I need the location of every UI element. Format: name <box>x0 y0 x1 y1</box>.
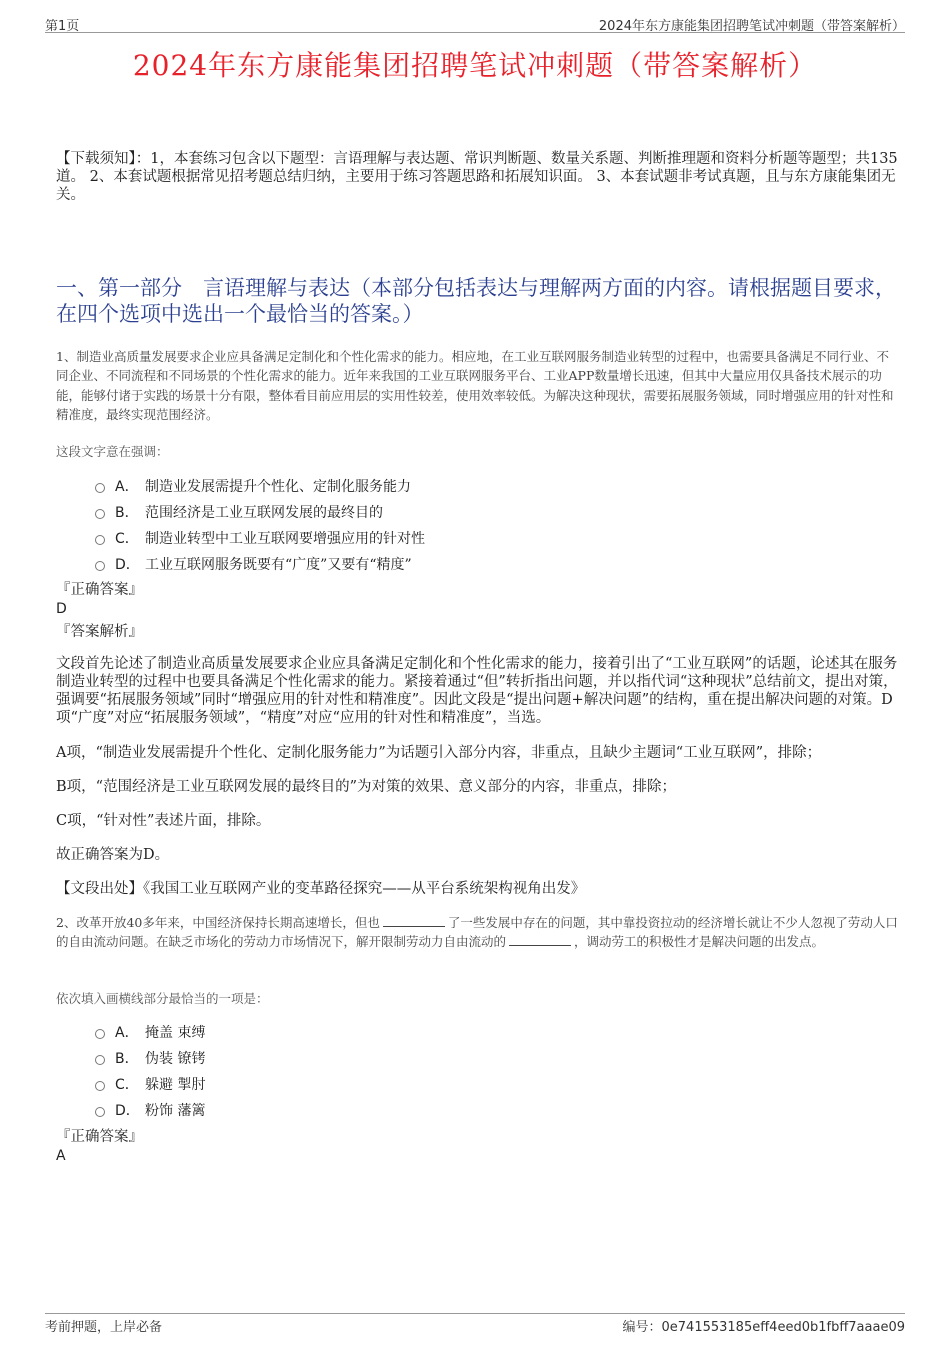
answer-value: D <box>56 601 67 617</box>
radio-icon[interactable] <box>95 509 105 519</box>
section-heading: 一、第一部分 言语理解与表达（本部分包括表达与理解两方面的内容。请根据题目要求，在四个选项中选出一个最恰当的答案。） <box>56 276 896 326</box>
question-2-prompt: 依次填入画横线部分最恰当的一项是： <box>56 991 269 1006</box>
question-2-text: 2、改革开放40多年来，中国经济保持长期高速增长，但也 了一些发展中存在的问题，其中靠投资拉动的经济增长就让不少人忽视了劳动人口的自由流动问题。在缺乏市场化的劳动力市场情况下，解开限制劳动力自由流动的 ，调动劳工的积极性才是解决问题的出发点。 <box>56 915 898 950</box>
header-doc-title: 2024年东方康能集团招聘笔试冲刺题（带答案解析） <box>598 19 905 34</box>
footer-serial: 编号：0e741553185eff4eed0b1fbff7aaae09 <box>622 1320 905 1335</box>
analysis-a: A项，“制造业发展需提升个性化、定制化服务能力”为话题引入部分内容，非重点，且缺少主题词“工业互联网”，排除； <box>56 745 822 761</box>
analysis-main: 文段首先论述了制造业高质量发展要求企业应具备满足定制化和个性化需求的能力，接着引出了“工业互联网”的话题，论述其在服务制造业转型的过程中也要具备满足个性化需求的能力。紧接着通过“但”转折指出问题，并以指代词“这种现状”总结前文，提出对策，强调要“拓展服务领域”同时“增强应用的针对性和精准度”。因此文段是“提出问题+解决问题”的结构，重在提出解决问题的对策。D项“广度”对应“拓展服务领域”，“精度”对应“应用的针对性和精准度”，当选。 <box>56 656 898 726</box>
question-2-options <box>95 1019 205 1123</box>
option-d[interactable]: D． 工业互联网服务既要有“广度”又要有“精度” <box>95 551 425 577</box>
radio-icon[interactable] <box>95 535 105 545</box>
option-b[interactable]: B． 范围经济是工业互联网发展的最终目的 <box>95 499 425 525</box>
document-title: 2024年东方康能集团招聘笔试冲刺题（带答案解析） <box>132 49 818 82</box>
footer-slogan: 考前押题，上岸必备 <box>45 1320 163 1335</box>
page-footer <box>45 1313 905 1335</box>
analysis-source: 【文段出处】《我国工业互联网产业的变革路径探究——从平台系统架构视角出发》 <box>56 881 586 897</box>
question-1-options <box>95 473 425 577</box>
radio-icon[interactable] <box>95 483 105 493</box>
page-number: 第1页 <box>45 19 80 34</box>
analysis-conclusion: 故正确答案为D。 <box>56 847 170 863</box>
analysis-b: B项，“范围经济是工业互联网发展的最终目的”为对策的效果、意义部分的内容，非重点，排除； <box>56 779 676 795</box>
option-c[interactable]: C． 制造业转型中工业互联网要增强应用的针对性 <box>95 525 425 551</box>
answer-label: 『正确答案』 <box>56 1129 143 1145</box>
option-c[interactable]: C． 躲避 掣肘 <box>95 1071 205 1097</box>
radio-icon[interactable] <box>95 1055 105 1065</box>
answer-label: 『正确答案』 <box>56 582 143 598</box>
radio-icon[interactable] <box>95 1107 105 1117</box>
blank-line <box>383 914 445 927</box>
answer-value: A <box>56 1148 66 1164</box>
radio-icon[interactable] <box>95 1029 105 1039</box>
analysis-label: 『答案解析』 <box>56 624 143 640</box>
option-d[interactable]: D． 粉饰 藩篱 <box>95 1097 205 1123</box>
radio-icon[interactable] <box>95 1081 105 1091</box>
question-1-text: 1、制造业高质量发展要求企业应具备满足定制化和个性化需求的能力。相应地，在工业互联网服务制造业转型的过程中，也需要具备满足不同行业、不同企业、不同流程和不同场景的个性化需求的能力。近年来我国的工业互联网服务平台、工业APP数量增长迅速，但其中大量应用仅具备技术展示的功能，能够付诸于实践的场景十分有限，整体看目前应用层的实用性较差，使用效率较低。为解决这种现状，需要拓展服务领域，同时增强应用的针对性和精准度，最终实现范围经济。 <box>56 349 894 422</box>
option-a[interactable]: A． 掩盖 束缚 <box>95 1019 205 1045</box>
option-b[interactable]: B． 伪装 镣铐 <box>95 1045 205 1071</box>
option-a[interactable]: A． 制造业发展需提升个性化、定制化服务能力 <box>95 473 425 499</box>
question-1-prompt: 这段文字意在强调： <box>56 444 169 459</box>
page-header <box>45 14 905 33</box>
download-notice: 【下载须知】：1，本套练习包含以下题型：言语理解与表达题、常识判断题、数量关系题、判断推理题和资料分析题等题型；共135道。 2、本套试题根据常见招考题总结归纳，主要用于练习答题思路和拓展知识面。 3、本套试题非考试真题，且与东方康能集团无关。 <box>56 151 898 203</box>
analysis-c: C项，“针对性”表述片面，排除。 <box>56 813 271 829</box>
blank-line <box>509 933 571 946</box>
radio-icon[interactable] <box>95 561 105 571</box>
